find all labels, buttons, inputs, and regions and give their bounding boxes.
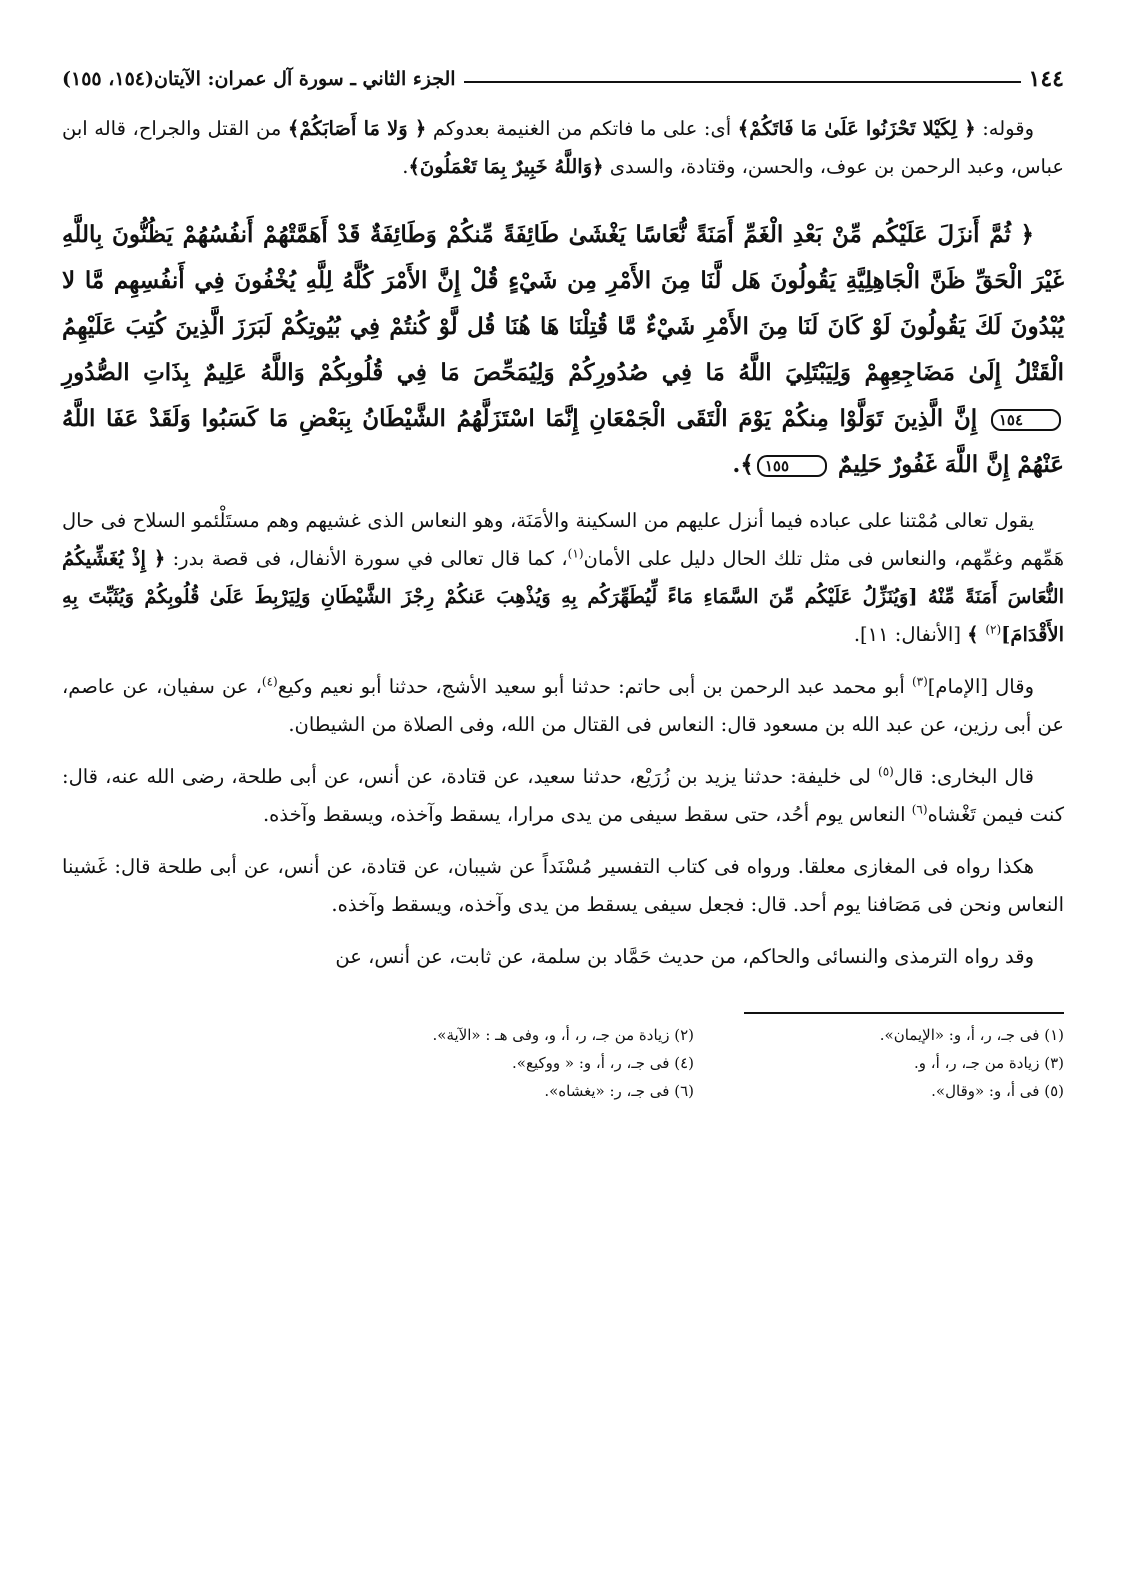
verse-end: ﴾. [732, 451, 754, 478]
surah-citation: [الأنفال: ١١]. [853, 623, 968, 646]
text-run: . [402, 155, 409, 178]
footnote: (٤) فى جـ، ر، أ، و: « ووكيع». [512, 1054, 694, 1072]
text-run: لى خليفة: حدثنا يزيد بن زُرَيْع، حدثنا سعيد، عن قتادة، عن أنس، عن أبى طلحة، رضى الله عنه، قال: كنت فيمن تَغْشاه [62, 765, 1064, 826]
paragraph-1 [62, 110, 1064, 186]
verse-number-marker: ١٥٥ [757, 455, 827, 477]
running-title: الجزء الثاني ـ سورة آل عمران: الآيتان(١٥٤، ١٥٥) [62, 68, 456, 90]
paragraph-3 [62, 668, 1064, 744]
footnote-ref: (٥) [878, 764, 894, 779]
quran-quote: ﴾ [967, 623, 986, 646]
footnote: (٦) فى جـ، ر: «يغشاه». [544, 1082, 694, 1100]
quran-quote: ﴿ إِذْ يُغَشِّيكُمُ النُّعَاسَ أَمَنَةً مِّنْهُ [وَيُنَزِّلُ عَلَيْكُم مِّنَ السَّمَاءِ مَاءً لِّيُطَهِّرَكُم بِهِ وَيُذْهِبَ عَنكُمْ رِجْزَ الشَّيْطَانِ وَلِيَرْبِطَ عَلَىٰ قُلُوبِكُمْ وَيُثَبِّتَ بِهِ الأَقْدَامَ] [62, 547, 1064, 646]
footnote-ref: (٢) [985, 622, 1002, 637]
paragraph-5: هكذا رواه فى المغازى معلقا. ورواه فى كتاب التفسير مُسْنَداً عن شيبان، عن قتادة، عن أنس، عن أبى طلحة قال: غَشينا النعاس ونحن فى مَصَافنا يوم أحد. قال: فجعل سيفى يسقط من يدى وآخذه، ويسقط وآخذه. [62, 855, 1064, 916]
text-run: أبو محمد عبد الرحمن بن أبى حاتم: حدثنا أبو سعيد الأشج، حدثنا أبو نعيم وكيع [277, 675, 912, 698]
text-run: وقال [الإمام] [927, 675, 1034, 698]
footnote-ref: (٦) [911, 802, 928, 817]
text-run: قال البخارى: قال [893, 765, 1034, 788]
text-run: النعاس يوم أحُد، حتى سقط سيفى من يدى مرارا، يسقط وآخذه، ويسقط وآخذه. [262, 803, 912, 826]
book-page [62, 62, 1064, 1532]
text-run: يقول تعالى مُمْتنا على عباده فيما أنزل عليهم من السكينة والأمَنَة، وهو النعاس الذى غشيهم وهم مستَلْئمو السلاح فى حال هَمِّهم وغمِّهم، والنعاس فى مثل تلك الحال دليل على الأمان [62, 509, 1064, 570]
quran-quote: ﴿وَاللَّهُ خَبِيرٌ بِمَا تَعْمَلُونَ﴾ [408, 155, 604, 178]
paragraph-2 [62, 502, 1064, 654]
quran-quote: ﴿ لِكَيْلا تَحْزَنُوا عَلَىٰ مَا فَاتَكُمْ﴾ [737, 117, 976, 140]
paragraph-4 [62, 758, 1064, 834]
footnote-rule [744, 1012, 1064, 1014]
text-run: أى: على ما فاتكم من الغنيمة بعدوكم [426, 117, 738, 140]
verse-number-marker: ١٥٤ [991, 409, 1061, 431]
footnote: (٣) زيادة من جـ، ر، أ، و. [914, 1054, 1064, 1072]
text-run: ، كما قال تعالى في سورة الأنفال، فى قصة بدر: [165, 547, 568, 570]
footnote: (١) فى جـ، ر، أ، و: «الإيمان». [879, 1026, 1064, 1044]
footnote-ref: (١) [567, 546, 584, 561]
footnotes [364, 1022, 1064, 1104]
paragraph-6: وقد رواه الترمذى والنسائى والحاكم، من حديث حَمَّاد بن سلمة، عن ثابت، عن أنس، عن [335, 945, 1034, 968]
page-number: ١٤٤ [1028, 66, 1064, 92]
header-rule [464, 81, 1021, 83]
text-run: وقوله: [975, 117, 1034, 140]
footnote: (٢) زيادة من جـ، ر، أ، و، وفى هـ : «الآية». [432, 1026, 694, 1044]
verse-text: ﴿ ثُمَّ أَنزَلَ عَلَيْكُم مِّنْ بَعْدِ الْغَمِّ أَمَنَةً نُّعَاسًا يَغْشَىٰ طَائِفَةً مِّنكُمْ وَطَائِفَةٌ قَدْ أَهَمَّتْهُمْ أَنفُسُهُمْ يَظُنُّونَ بِاللَّهِ غَيْرَ الْحَقِّ ظَنَّ الْجَاهِلِيَّةِ يَقُولُونَ هَل لَّنَا مِنَ الأَمْرِ مِن شَيْءٍ قُلْ إِنَّ الأَمْرَ كُلَّهُ لِلَّهِ يُخْفُونَ فِي أَنفُسِهِم مَّا لا يُبْدُونَ لَكَ يَقُولُونَ لَوْ كَانَ لَنَا مِنَ الأَمْرِ شَيْءٌ مَّا قُتِلْنَا هَا هُنَا قُل لَّوْ كُنتُمْ فِي بُيُوتِكُمْ لَبَرَزَ الَّذِينَ كُتِبَ عَلَيْهِمُ الْقَتْلُ إِلَىٰ مَضَاجِعِهِمْ وَلِيَبْتَلِيَ اللَّهُ مَا فِي صُدُورِكُمْ وَلِيُمَحِّصَ مَا فِي قُلُوبِكُمْ وَاللَّهُ عَلِيمٌ بِذَاتِ الصُّدُورِ [62, 221, 1064, 386]
footnote-ref: (٣) [911, 674, 928, 689]
footnote: (٥) فى أ، و: «وقال». [931, 1082, 1064, 1100]
text-run: ، عن سفيان، عن عاصم، عن أبى رزين، عن عبد الله بن مسعود قال: النعاس فى القتال من الله، وفى الصلاة من الشيطان. [62, 675, 1064, 736]
verse-text: إِنَّ الَّذِينَ تَوَلَّوْا مِنكُمْ يَوْمَ الْتَقَى الْجَمْعَانِ إِنَّمَا اسْتَزَلَّهُمُ الشَّيْطَانُ بِبَعْضِ مَا كَسَبُوا وَلَقَدْ عَفَا اللَّهُ عَنْهُمْ إِنَّ اللَّهَ غَفُورٌ حَلِيمٌ [62, 405, 1064, 478]
verse-block [62, 212, 1064, 488]
quran-quote: ﴿ وَلا مَا أَصَابَكُمْ﴾ [287, 117, 427, 140]
running-header [62, 62, 1064, 96]
text-run: من القتل والجراح، قاله ابن عباس، وعبد الرحمن بن عوف، والحسن، وقتادة، والسدى [62, 117, 1064, 178]
footnote-ref: (٤) [261, 674, 278, 689]
